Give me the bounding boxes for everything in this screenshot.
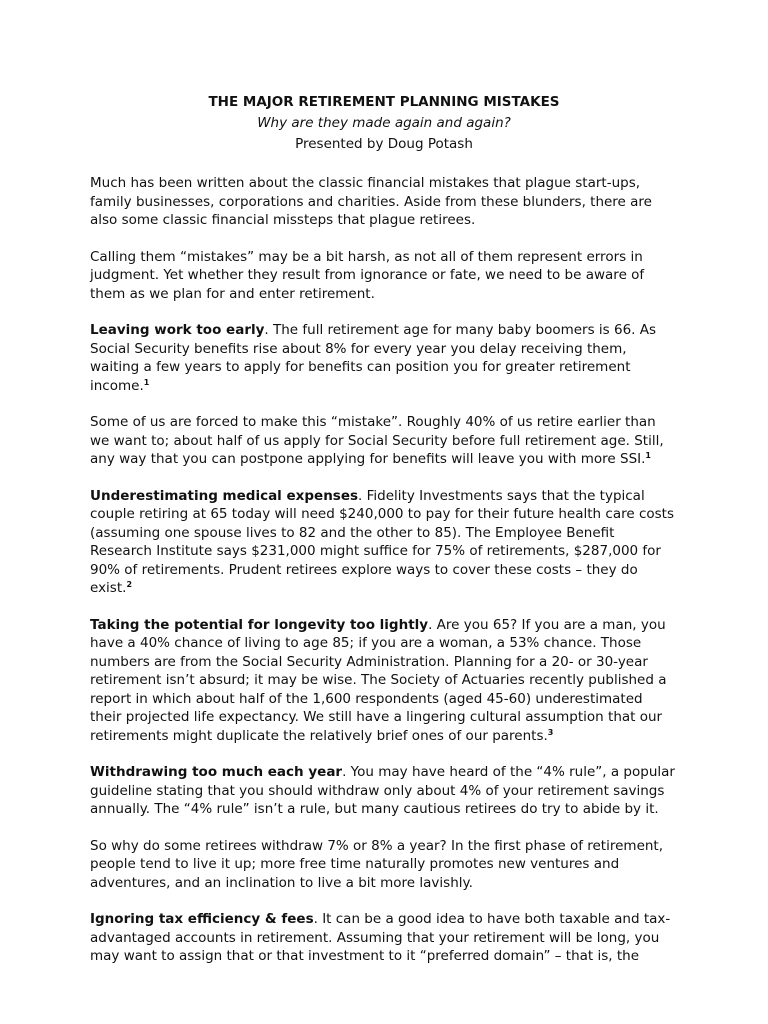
text-longevity: . Are you 65? If you are a man, you have a 40% chance of living to age 85; if you are a woman, a 53% chance. Those numbers are from the Social Security Administration. Planning for a 20- or 30-year retirement isn’t absurd; it may be wise. The Society of Actuaries recently published a report in which about half of the 1,600 respondents (aged 45-60) underestimated their projected life expectancy. We still have a lingering cultural assumption that our retirements might duplicate the relatively brief ones of our parents. <box>90 616 667 744</box>
heading-withdrawing: Withdrawing too much each year <box>90 764 343 780</box>
text-forced: Some of us are forced to make this “mistake”. Roughly 40% of us retire earlier than we want to; about half of us apply for Social Security before full retirement age. Still, any way that you can postpone applying for benefits will leave you with more SSI. <box>90 414 664 467</box>
intro-paragraph-1: Much has been written about the classic financial mistakes that plague start-ups, family businesses, corporations and charities. Aside from these blunders, there are also some classic financial missteps that plague retirees. <box>90 175 652 228</box>
paragraph-tax-efficiency <box>90 910 678 966</box>
text-leaving-work: . The full retirement age for many baby boomers is 66. As Social Security benefits rise about 8% for every year you delay receiving them, waiting a few years to apply for benefits can position you for greater retirement income. <box>90 322 657 394</box>
heading-medical-expenses: Underestimating medical expenses <box>90 487 359 504</box>
heading-tax-efficiency: Ignoring tax efficiency & fees <box>90 911 314 927</box>
text-why-withdraw: So why do some retirees withdraw 7% or 8% a year? In the first phase of retirement, people tend to live it up; more free time naturally promotes new ventures and adventures, and an inclination to live a bit more lavishly. <box>90 837 664 891</box>
document-page <box>90 92 678 984</box>
paragraph-forced <box>90 413 678 469</box>
heading-longevity: Taking the potential for longevity too lightly <box>90 616 429 633</box>
paragraph-leaving-work <box>90 321 678 395</box>
footnote-marker: 1 <box>645 451 651 460</box>
footnote-marker: 3 <box>547 727 554 737</box>
heading-leaving-work: Leaving work too early <box>90 322 265 338</box>
footnote-marker: 2 <box>126 580 133 589</box>
document-title: THE MAJOR RETIREMENT PLANNING MISTAKES <box>208 94 560 110</box>
paragraph-why-withdraw <box>90 837 678 893</box>
text-medical-expenses: . Fidelity Investments says that the typical couple retiring at 65 today will need $240,000 to pay for their future health care costs (assuming one spouse lives to 82 and the other to 85). The Employee Benefit Research Institute says $231,000 might suffice for 75% of retirements, $287,000 for 90% of retirements. Prudent retirees explore ways to cover these costs – they do exist. <box>90 487 674 596</box>
document-byline: Presented by Doug Potash <box>295 136 473 152</box>
text-withdrawing: . You may have heard of the “4% rule”, a popular guideline stating that you should withdraw only about 4% of your retirement savings annually. The “4% rule” isn’t a rule, but many cautious retirees do try to abide by it. <box>90 764 675 817</box>
paragraph-longevity <box>90 616 678 746</box>
document-subtitle: Why are they made again and again? <box>257 115 511 131</box>
text-tax-efficiency: . It can be a good idea to have both taxable and tax-advantaged accounts in retirement. Assuming that your retirement will be long, you may want to assign that or that investment to it “preferred domain” – that is, the <box>90 911 671 964</box>
footnote-marker: 1 <box>143 377 150 387</box>
title-block <box>90 92 678 155</box>
intro-paragraph-2: Calling them “mistakes” may be a bit harsh, as not all of them represent errors in judgment. Yet whether they result from ignorance or fate, we need to be aware of them as we plan for and enter retirement. <box>90 248 645 302</box>
paragraph-withdrawing <box>90 763 678 819</box>
paragraph-medical-expenses <box>90 487 678 598</box>
